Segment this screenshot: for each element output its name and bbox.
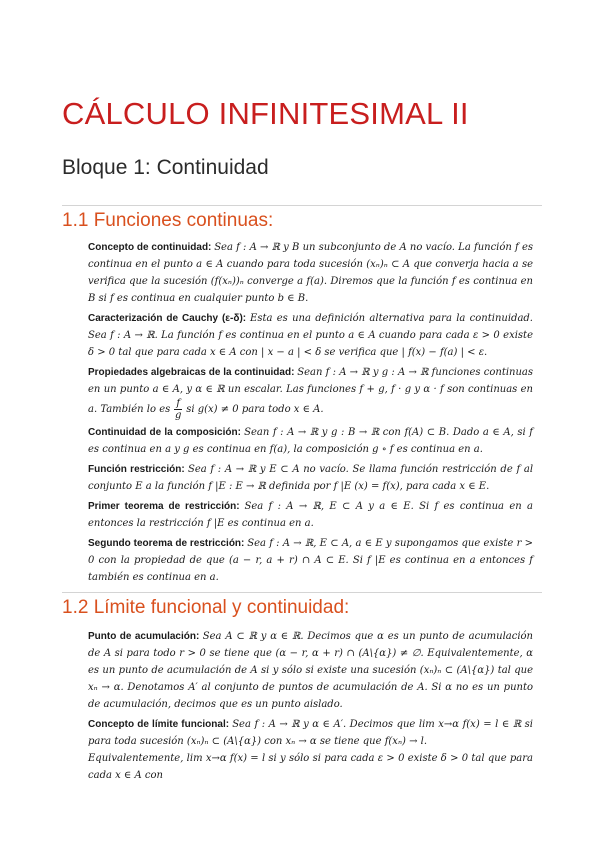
section-divider	[62, 205, 542, 206]
definition-text: Sea f : A → ℝ, E ⊂ A y a ∈ E. Si f es continua en a entonces la restricción f |E es continua en a.	[88, 501, 533, 529]
definition-term: Concepto de límite funcional:	[88, 719, 230, 730]
definition-paragraph	[88, 461, 533, 495]
definition-text: Sea A ⊂ ℝ y α ∈ ℝ. Decimos que α es un punto de acumulación de A si para todo r > 0 se tiene que (α − r, α + r) ∩ (A\{α}) ≠ ∅. Equivalentemente, α es un punto de acumulación de A si y sólo si existe una sucesión (xₙ)ₙ ⊂ (A\{α}) tal que xₙ → α. Denotamos A′ al conjunto de puntos de acumulación de A. Si α no es un punto de acumulación, decimos que es un punto aislado.	[88, 631, 533, 710]
definition-paragraph	[88, 239, 533, 307]
definition-paragraph	[88, 535, 533, 586]
definition-term: Segundo teorema de restricción:	[88, 538, 245, 549]
definition-text: Sean f : A → ℝ y g : B → ℝ con f(A) ⊂ B. Dado a ∈ A, si f es continua en a y g es continua en f(a), la composición g ∘ f es continua en a.	[88, 427, 533, 455]
definition-term: Primer teorema de restricción:	[88, 501, 240, 512]
definition-text: Sea f : A → ℝ y E ⊂ A no vacío. Se llama función restricción de f al conjunto E a la función f |E : E → ℝ definida por f |E (x) = f(x), para cada x ∈ E.	[88, 464, 534, 492]
fraction	[174, 398, 182, 421]
definition-term: Punto de acumulación:	[88, 631, 200, 642]
definition-text: Esta es una definición alternativa para la continuidad. Sea f : A → ℝ. La función f es continua en el punto a ∈ A cuando para cada ε > 0 existe δ > 0 tal que para cada x ∈ A con | x − a | < δ se verifica que | f(x) − f(a) | < ε.	[88, 313, 533, 358]
section-body	[88, 628, 533, 787]
document-subtitle: Bloque 1: Continuidad	[62, 156, 269, 179]
definition-paragraph	[88, 716, 533, 784]
definition-paragraph	[88, 364, 533, 421]
definition-term: Propiedades algebraicas de la continuidad:	[88, 367, 295, 378]
definition-term: Función restricción:	[88, 464, 185, 475]
definition-text: Sea f : A → ℝ y B un subconjunto de A no vacío. La función f es continua en el punto a ∈ A cuando para toda sucesión (xₙ)ₙ ⊂ A que converja hacia a se verifica que la sucesión (f(xₙ))ₙ converge a f(a). Diremos que la función f es continua en B si f es continua en cualquier punto b ∈ B.	[88, 242, 533, 304]
definition-text: Equivalentemente, lim x→α f(x) = l si y sólo si para cada ε > 0 existe δ > 0 tal que para cada x ∈ A con	[88, 753, 533, 781]
document-title: CÁLCULO INFINITESIMAL II	[62, 96, 469, 131]
section-heading: 1.2 Límite funcional y continuidad:	[62, 597, 350, 618]
definition-text: si g(x) ≠ 0 para todo x ∈ A.	[186, 404, 324, 416]
definition-paragraph	[88, 310, 533, 361]
definition-paragraph	[88, 424, 533, 458]
definition-term: Concepto de continuidad:	[88, 242, 212, 253]
fraction-denominator: g	[175, 410, 182, 421]
definition-term: Caracterización de Cauchy (ε-δ):	[88, 313, 247, 324]
definition-text: Sea f : A → ℝ y α ∈ A′. Decimos que lim x→α f(x) = l ∈ ℝ si para toda sucesión (xₙ)ₙ ⊂ (A\{α}) con xₙ → α se tiene que f(xₙ) → l.	[88, 719, 533, 747]
section-body	[88, 239, 533, 589]
definition-text: Sea f : A → ℝ, E ⊂ A, a ∈ E y supongamos que existe r > 0 con la propiedad de que (a − r, a + r) ∩ A ⊂ E. Si f |E es continua en a entonces f también es continua en a.	[88, 538, 533, 583]
definition-paragraph	[88, 628, 533, 713]
section-heading: 1.1 Funciones continuas:	[62, 210, 274, 231]
definition-paragraph	[88, 498, 533, 532]
definition-term: Continuidad de la composición:	[88, 427, 241, 438]
section-divider	[62, 592, 542, 593]
definition-text: Sean f : A → ℝ y g : A → ℝ funciones continuas en un punto a ∈ A, y α ∈ ℝ un escalar. Las funciones f + g, f · g y α · f son continuas en a. También lo es	[88, 367, 534, 416]
fraction-numerator: f	[174, 398, 182, 410]
